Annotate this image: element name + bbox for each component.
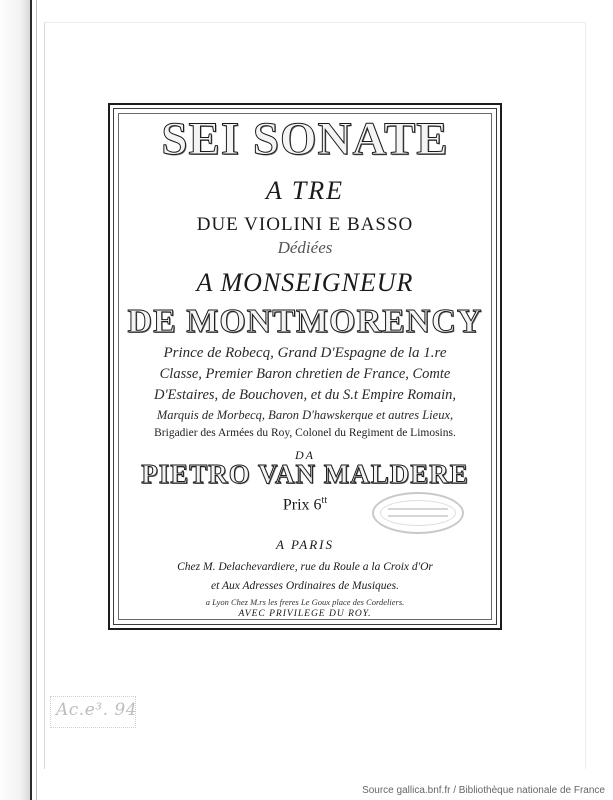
- dedicatee-title-line-5: Brigadier des Armées du Roy, Colonel du Regiment de Limosins.: [154, 427, 456, 439]
- composer-da: DA: [295, 448, 315, 462]
- binding-shadow: [36, 0, 37, 800]
- scan-gutter: [0, 0, 30, 800]
- price-label: Prix 6: [282, 496, 322, 514]
- binding-edge: [30, 0, 32, 800]
- imprint-address-1: Chez M. Delachevardiere, rue du Roule a la Croix d'Or: [177, 561, 433, 573]
- library-stamp-text-line: [388, 515, 448, 517]
- dedicatee-name: DE MONTMORENCY: [127, 303, 483, 340]
- composer-name: PIETRO VAN MALDERE: [141, 459, 469, 489]
- library-stamp-ring: [380, 500, 456, 526]
- price-unit: tt: [321, 495, 328, 506]
- dedication-monseigneur: A MONSEIGNEUR: [196, 268, 414, 297]
- dedicatee-title-line-4: Marquis de Morbecq, Baron D'hawskerque et autres Lieux,: [156, 408, 454, 422]
- title-a-tre: A TRE: [265, 176, 345, 205]
- dedicatee-title-line-2: Classe, Premier Baron chretien de France, Comte: [159, 366, 451, 382]
- library-stamp-text-line: [388, 508, 448, 510]
- dedicatee-title-line-3: D'Estaires, de Bouchoven, et du S.t Empire Romain,: [153, 387, 457, 403]
- dedicatee-title-line-1: Prince de Robecq, Grand D'Espagne de la 1.re: [163, 345, 447, 361]
- source-credit: Source gallica.bnf.fr / Bibliothèque nationale de France: [362, 785, 605, 796]
- royal-privilege: AVEC PRIVILEGE DU ROY.: [238, 609, 372, 619]
- title-sei-sonate: SEI SONATE: [161, 113, 449, 165]
- library-stamp: [372, 492, 464, 534]
- imprint-place: A PARIS: [276, 537, 334, 552]
- title-instrumentation: DUE VIOLINI E BASSO: [196, 214, 414, 235]
- shelfmark: Ac.e³. 94: [56, 700, 138, 720]
- imprint-address-3: a Lyon Chez M.rs les freres Le Goux place des Cordeliers.: [205, 597, 405, 607]
- imprint-address-2: et Aux Adresses Ordinaires de Musiques.: [210, 580, 400, 592]
- dedication-word: Dédiées: [277, 238, 333, 257]
